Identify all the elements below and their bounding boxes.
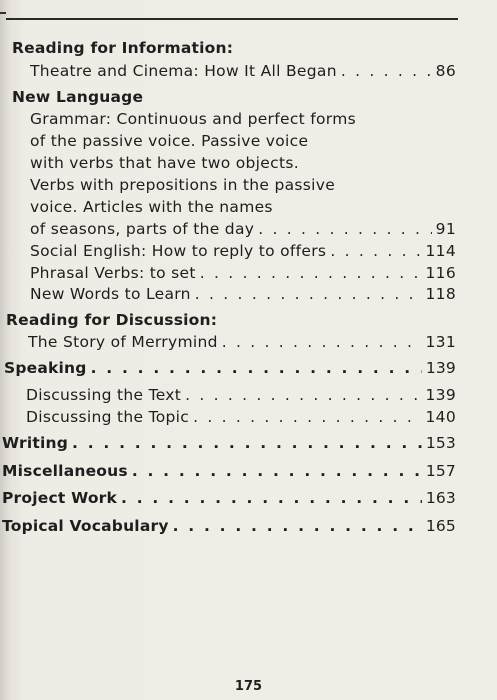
toc-section-miscellaneous[interactable] bbox=[2, 460, 456, 482]
dot-leader bbox=[193, 406, 421, 428]
toc-section-project-work[interactable] bbox=[2, 487, 456, 509]
entry-title: The Story of Merrymind bbox=[28, 333, 218, 351]
dot-leader bbox=[121, 487, 422, 509]
heading-reading-for-discussion: Reading for Discussion: bbox=[6, 311, 218, 329]
entry-title: Phrasal Verbs: to set bbox=[30, 264, 196, 282]
dot-leader bbox=[185, 384, 421, 406]
toc-entry-discussing-the-topic[interactable] bbox=[26, 406, 456, 428]
grammar-line: with verbs that have two objects. bbox=[30, 154, 299, 172]
page-number: 175 bbox=[234, 679, 263, 694]
toc-entry-new-words[interactable] bbox=[30, 283, 456, 305]
section-page: 157 bbox=[425, 462, 456, 480]
section-title: Topical Vocabulary bbox=[2, 517, 169, 535]
toc-entry-phrasal-verbs[interactable] bbox=[30, 262, 456, 284]
section-page: 153 bbox=[425, 434, 456, 452]
dot-leader bbox=[195, 283, 422, 305]
dot-leader bbox=[258, 218, 431, 240]
entry-page: 131 bbox=[425, 333, 456, 351]
entry-title: Discussing the Text bbox=[26, 386, 182, 404]
top-rule bbox=[6, 18, 458, 20]
dot-leader bbox=[91, 357, 422, 379]
section-title: Miscellaneous bbox=[2, 462, 128, 480]
dot-leader bbox=[173, 515, 422, 537]
entry-title: Social English: How to reply to offers bbox=[30, 242, 327, 260]
entry-page: 114 bbox=[425, 242, 456, 260]
grammar-line: voice. Articles with the names bbox=[30, 198, 273, 216]
toc-section-writing[interactable] bbox=[2, 432, 456, 454]
entry-title: Discussing the Topic bbox=[26, 408, 190, 426]
entry-page: 118 bbox=[425, 285, 456, 303]
grammar-line: Verbs with prepositions in the passive bbox=[30, 176, 336, 194]
toc-entry-social-english[interactable] bbox=[30, 240, 456, 262]
section-title: Project Work bbox=[2, 489, 118, 507]
dot-leader bbox=[200, 262, 422, 284]
entry-page: 116 bbox=[425, 264, 456, 282]
toc-section-speaking[interactable] bbox=[4, 357, 456, 379]
heading-new-language: New Language bbox=[12, 88, 144, 106]
entry-page: 91 bbox=[435, 220, 456, 238]
section-page: 163 bbox=[425, 489, 456, 507]
dot-leader bbox=[341, 60, 432, 82]
grammar-line: Grammar: Continuous and perfect forms bbox=[30, 110, 356, 128]
toc-entry-story-of-merrymind[interactable] bbox=[28, 331, 456, 353]
dot-leader bbox=[222, 331, 422, 353]
heading-reading-for-information: Reading for Information: bbox=[12, 39, 234, 57]
entry-title: Theatre and Cinema: How It All Began bbox=[30, 62, 337, 80]
toc-entry-discussing-the-text[interactable] bbox=[26, 384, 456, 406]
entry-title: of seasons, parts of the day bbox=[30, 220, 255, 238]
dot-leader bbox=[132, 460, 422, 482]
grammar-line: of the passive voice. Passive voice bbox=[30, 132, 309, 150]
entry-title: New Words to Learn bbox=[30, 285, 191, 303]
toc-entry-theatre-and-cinema[interactable] bbox=[30, 60, 456, 82]
dot-leader bbox=[330, 240, 421, 262]
dot-leader bbox=[72, 432, 422, 454]
toc-entry-seasons-parts-of-day[interactable] bbox=[30, 218, 456, 240]
entry-page: 86 bbox=[435, 62, 456, 80]
section-title: Speaking bbox=[4, 359, 87, 377]
toc-section-topical-vocabulary[interactable] bbox=[2, 515, 456, 537]
section-title: Writing bbox=[2, 434, 69, 452]
entry-page: 139 bbox=[425, 386, 456, 404]
entry-page: 140 bbox=[425, 408, 456, 426]
margin-tick bbox=[0, 12, 6, 14]
section-page: 165 bbox=[425, 517, 456, 535]
section-page: 139 bbox=[425, 359, 456, 377]
